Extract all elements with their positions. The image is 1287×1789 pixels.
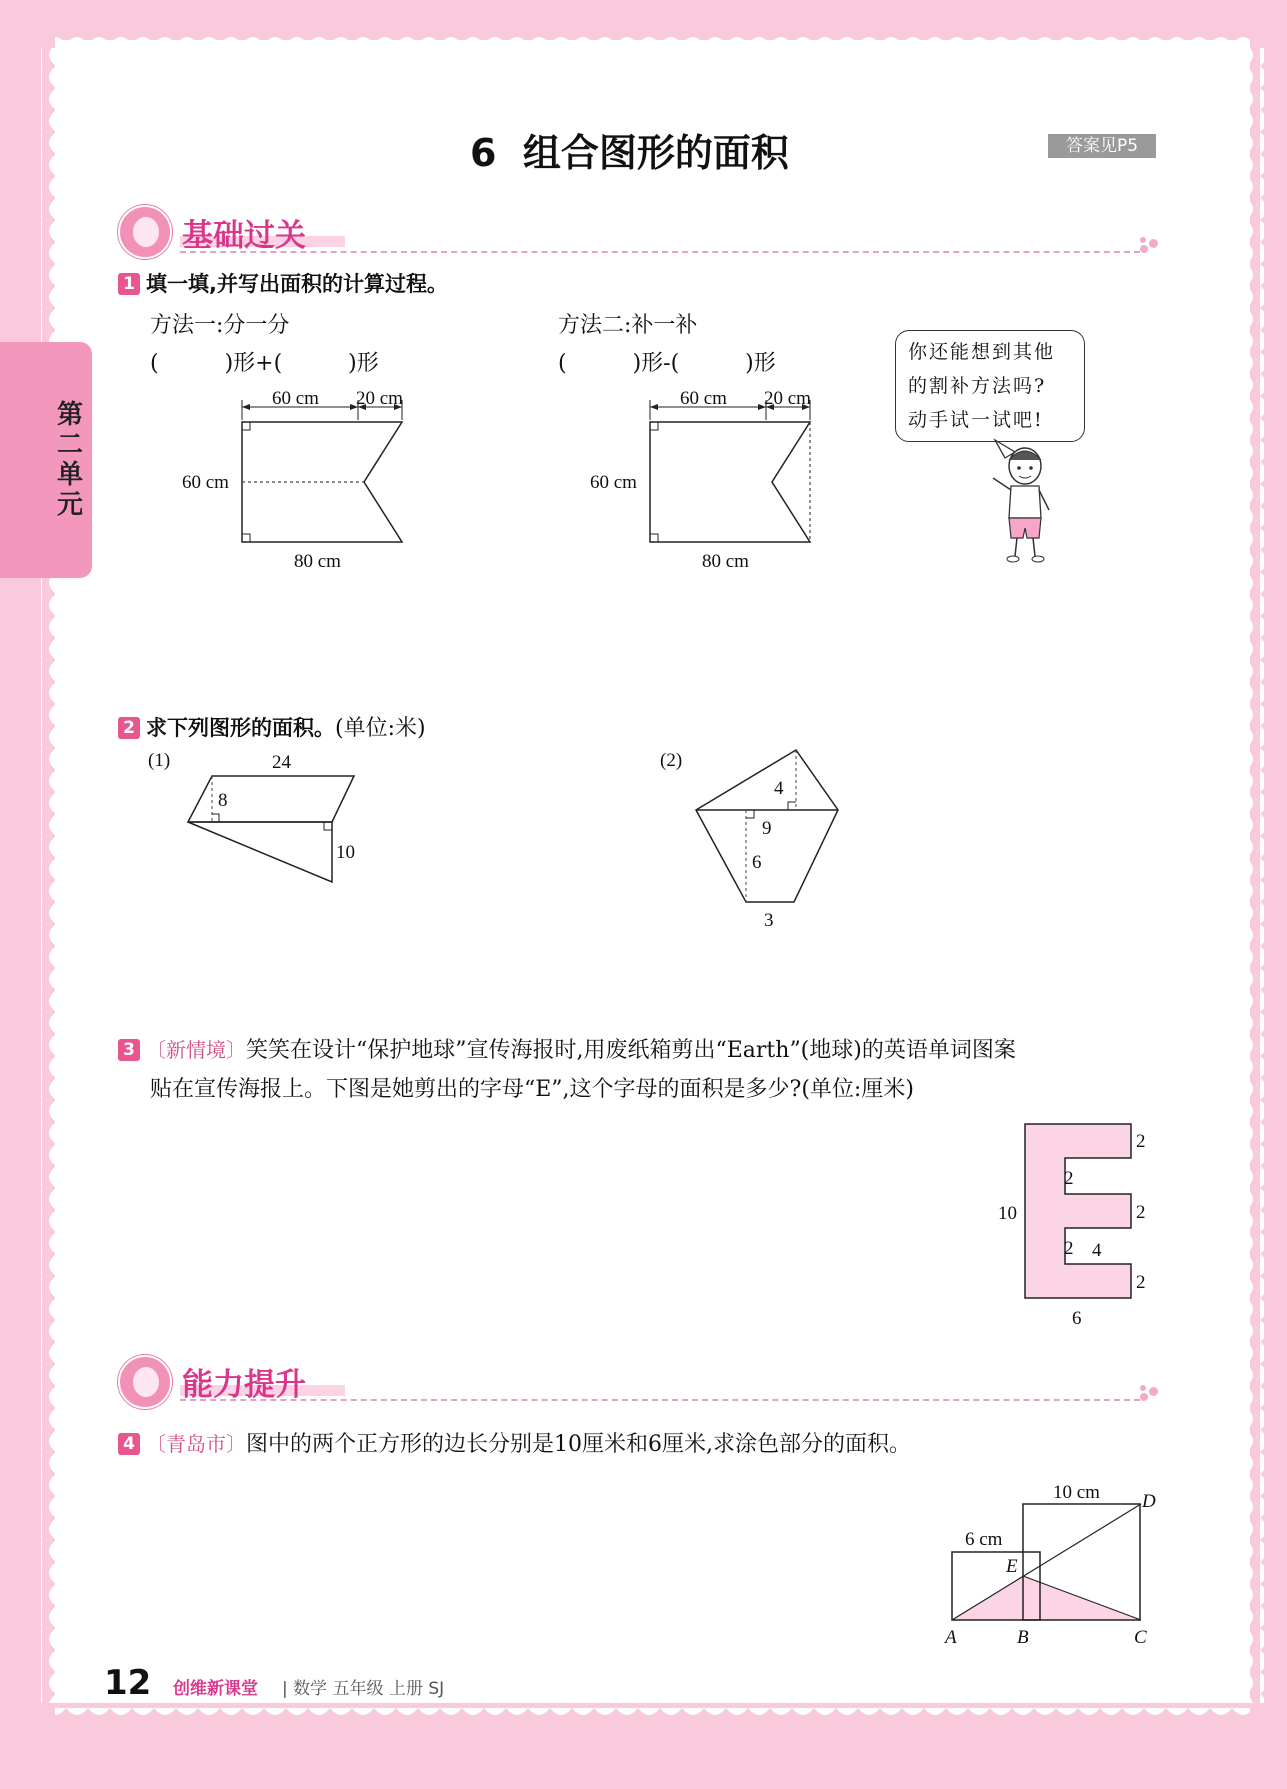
answer-reference-badge: 答案见P5 bbox=[1048, 134, 1156, 158]
dim-label: 2 bbox=[1136, 1272, 1146, 1293]
page-number: 12 bbox=[104, 1663, 152, 1703]
mascot-avatar-icon bbox=[118, 205, 172, 259]
dim-label: 10 cm bbox=[1053, 1482, 1100, 1503]
section-title-basics: 基础过关 bbox=[182, 218, 306, 254]
unit-tab-label: 第二单元 bbox=[56, 400, 83, 520]
dim-label: 8 bbox=[218, 790, 228, 811]
dim-label: 24 bbox=[272, 752, 291, 773]
bubble-line: 的割补方法吗? bbox=[908, 375, 1047, 397]
question-2 bbox=[118, 711, 426, 742]
dim-label: 80 cm bbox=[702, 551, 749, 572]
dim-label: 80 cm bbox=[294, 551, 341, 572]
question-text-line2: 贴在宣传海报上。下图是她剪出的字母“E”,这个字母的面积是多少?(单位:厘米) bbox=[150, 1077, 914, 1102]
dim-label: 20 cm bbox=[764, 388, 811, 409]
question-text-line1: 笑笑在设计“保护地球”宣传海报时,用废纸箱剪出“Earth”(地球)的英语单词图案 bbox=[246, 1038, 1016, 1063]
method2-blank: ( )形-( )形 bbox=[558, 351, 776, 376]
dim-label: 6 bbox=[1072, 1308, 1082, 1329]
section-title-improve: 能力提升 bbox=[182, 1367, 306, 1403]
q2-figure-1 bbox=[140, 740, 380, 900]
dim-label: 2 bbox=[1064, 1168, 1074, 1189]
question-text: 填一填,并写出面积的计算过程。 bbox=[146, 272, 448, 296]
method2-label: 方法二:补一补 bbox=[558, 313, 698, 338]
question-3 bbox=[118, 1033, 1016, 1064]
question-tag: 〔青岛市〕 bbox=[146, 1432, 246, 1456]
page-title bbox=[470, 122, 789, 177]
mascot-avatar-icon bbox=[118, 1355, 172, 1409]
dim-label: 4 bbox=[774, 778, 784, 799]
question-unit: (单位:米) bbox=[335, 716, 426, 741]
question-text: 求下列图形的面积。 bbox=[146, 716, 335, 740]
method1-label: 方法一:分一分 bbox=[150, 313, 290, 338]
divider-dot bbox=[1140, 237, 1146, 243]
divider-dot bbox=[1140, 1393, 1148, 1401]
dim-label: 60 cm bbox=[272, 388, 319, 409]
divider-dot bbox=[1140, 1385, 1146, 1391]
fig-label: (2) bbox=[660, 750, 683, 771]
dim-label: 3 bbox=[764, 910, 774, 931]
footer-brand: 创维新课堂 bbox=[173, 1679, 258, 1699]
question-4 bbox=[118, 1427, 911, 1458]
bubble-line: 动手试一试吧! bbox=[908, 409, 1044, 431]
method1-blank: ( )形+( )形 bbox=[150, 351, 379, 376]
question-text: 图中的两个正方形的边长分别是10厘米和6厘米,求涂色部分的面积。 bbox=[246, 1432, 911, 1457]
dim-label: 10 bbox=[336, 842, 355, 863]
section-divider bbox=[180, 1399, 1140, 1401]
point-label: B bbox=[1017, 1627, 1029, 1645]
point-label: E bbox=[1006, 1556, 1018, 1577]
question-number: 2 bbox=[118, 717, 140, 739]
point-label: C bbox=[1134, 1627, 1147, 1645]
unit-side-tab bbox=[0, 342, 92, 578]
question-number: 3 bbox=[118, 1039, 140, 1061]
dim-label: 6 bbox=[752, 852, 762, 873]
q1-figure-complement bbox=[578, 380, 858, 580]
lesson-number: 6 bbox=[470, 131, 497, 175]
point-label: D bbox=[1142, 1491, 1156, 1512]
dim-label: 10 bbox=[998, 1203, 1017, 1224]
fig-label: (1) bbox=[148, 750, 171, 771]
hint-speech-bubble bbox=[895, 330, 1085, 442]
q1-figure-split bbox=[170, 380, 450, 580]
dim-label: 20 cm bbox=[356, 388, 403, 409]
point-label: A bbox=[945, 1627, 957, 1645]
divider-dot bbox=[1149, 239, 1158, 248]
question-number: 1 bbox=[118, 273, 140, 295]
dim-label: 9 bbox=[762, 818, 772, 839]
footer-book-info: | 数学 五年级 上册 SJ bbox=[282, 1679, 445, 1699]
section-divider bbox=[180, 251, 1140, 253]
divider-dot bbox=[1149, 1387, 1158, 1396]
dim-label: 2 bbox=[1136, 1202, 1146, 1223]
boy-character-icon bbox=[985, 438, 1065, 568]
dim-label: 2 bbox=[1136, 1131, 1146, 1152]
q4-squares-figure bbox=[935, 1475, 1160, 1645]
q2-figure-2 bbox=[650, 740, 870, 940]
question-number: 4 bbox=[118, 1433, 140, 1455]
question-tag: 〔新情境〕 bbox=[146, 1038, 246, 1062]
dim-label: 6 cm bbox=[965, 1529, 1003, 1550]
dim-label: 60 cm bbox=[182, 472, 229, 493]
lesson-title: 组合图形的面积 bbox=[522, 131, 789, 175]
dim-label: 60 cm bbox=[590, 472, 637, 493]
dim-label: 60 cm bbox=[680, 388, 727, 409]
question-1 bbox=[118, 268, 448, 298]
dim-label: 2 bbox=[1064, 1238, 1074, 1259]
dim-label: 4 bbox=[1092, 1240, 1102, 1261]
divider-dot bbox=[1140, 245, 1148, 253]
bubble-line: 你还能想到其他 bbox=[908, 341, 1056, 363]
q3-letter-e-figure bbox=[990, 1118, 1160, 1333]
